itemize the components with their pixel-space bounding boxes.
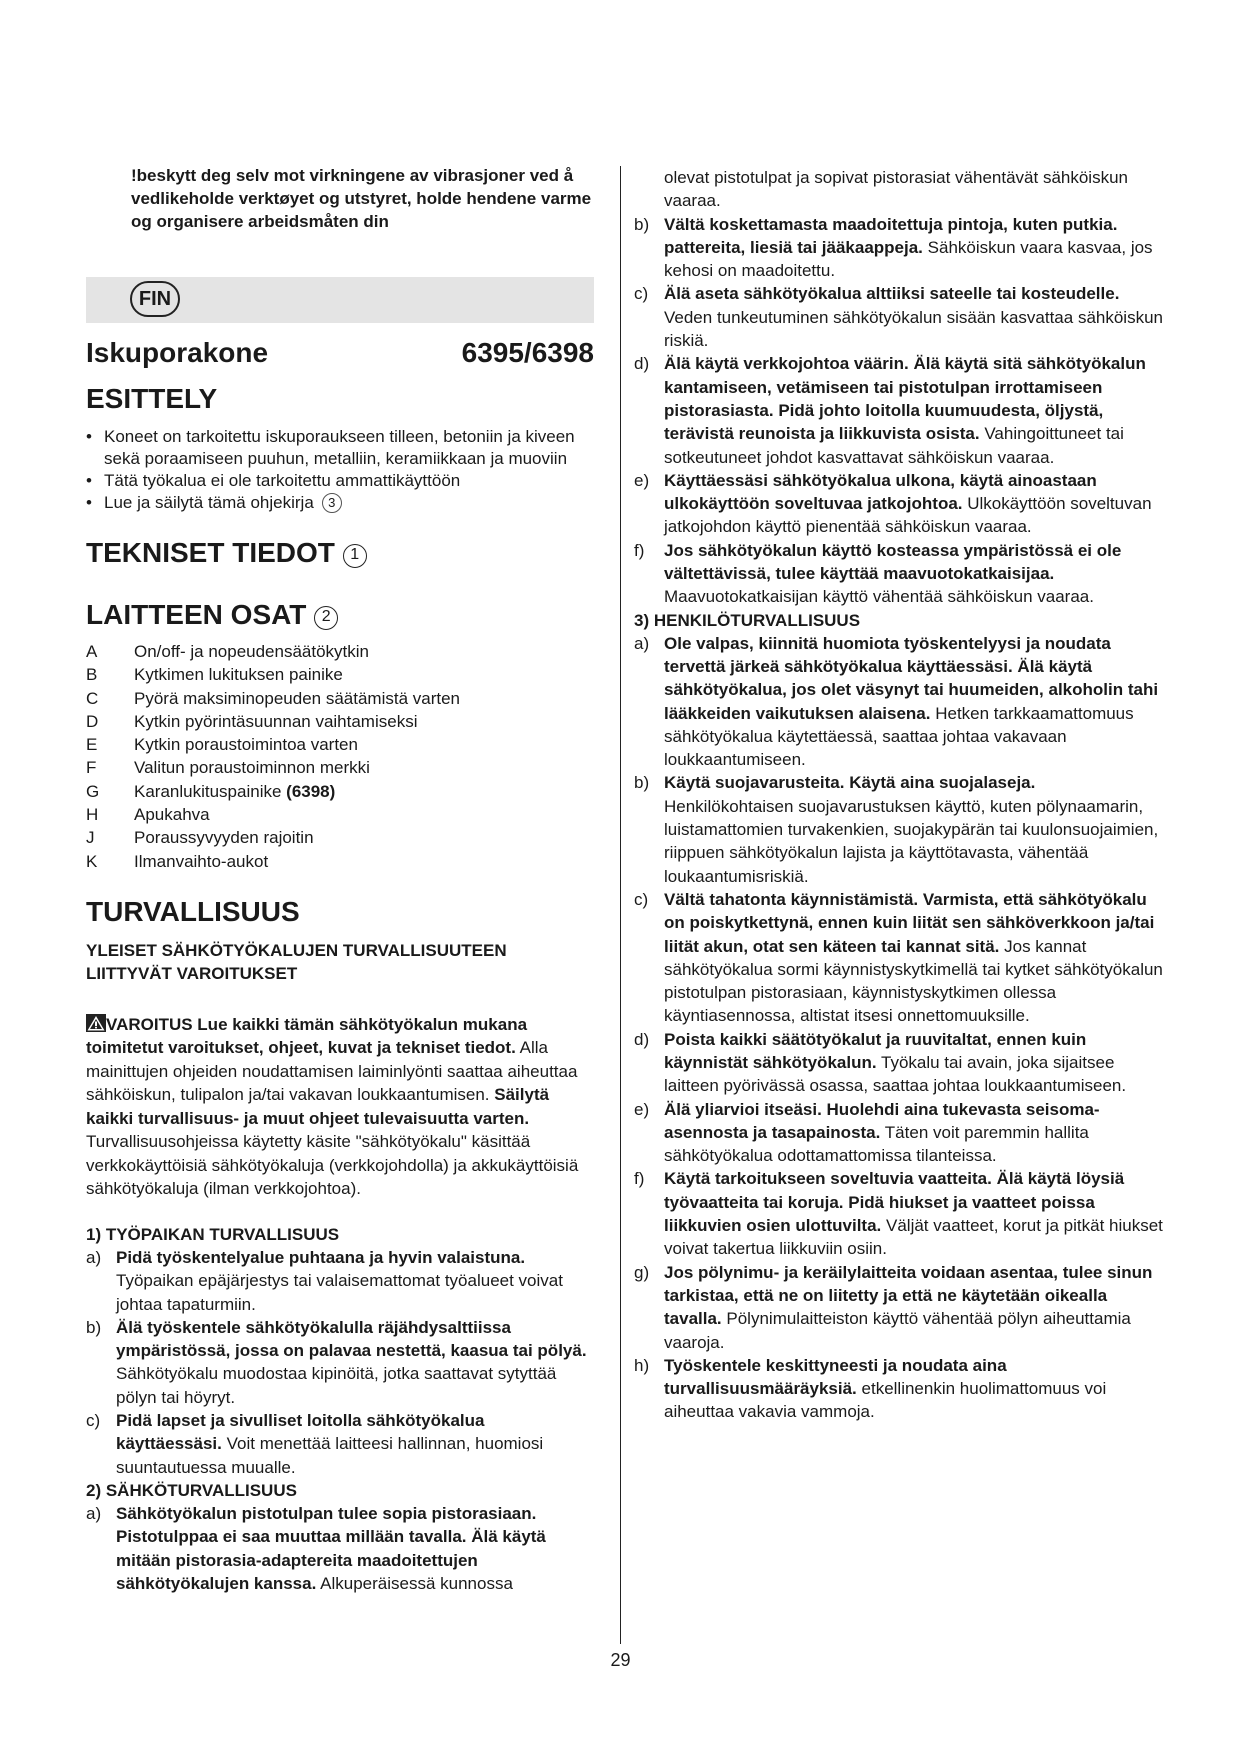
esittely-heading: ESITTELY xyxy=(86,383,218,414)
parts-list xyxy=(86,640,594,873)
section-2-heading: 2) SÄHKÖTURVALLISUUS xyxy=(86,1480,297,1500)
list-item: • Lue ja säilytä tämä ohjekirja 3 xyxy=(86,492,594,514)
safety-item: c) Vältä tahatonta käynnistämistä. Varmista, että sähkötyökalu on poiskytkettynä, ennen kuin liität sen sähköverkkoon ja/tai liität akun, otat sen käteen tai kannat sitä. Jos kannat sähkötyökalua sormi käynnistyskytkimellä tai kytket sähkötyökalun pistotulpan pistorasiaan, käynnistyskytkimen ollessa käyntiasennossa, altistat itsesi onnettomuuksille. xyxy=(634,889,1163,1026)
left-column xyxy=(86,164,594,1595)
esittely-list xyxy=(86,426,594,514)
column-divider xyxy=(620,166,621,1644)
safety-item: f) Käytä tarkoitukseen soveltuvia vaatteita. Älä käytä löysiä työvaatteita tai koruja. Pidä hiukset ja vaatteet poissa liikkuvien osien ulottuvilta. Väljät vaatteet, korut ja pitkät hiukset voivat takertua liikkuviin osiin. xyxy=(634,1169,1163,1259)
list-item: • Tätä työkalua ei ole tarkoitettu ammattikäyttöön xyxy=(86,471,461,490)
safety-item: e) Älä yliarvioi itseäsi. Huolehdi aina tukevasta seisoma-asennosta ja tasapainosta. Täten voit paremmin hallita sähkötyökalua odottamattomissa tilanteissa. xyxy=(634,1099,1100,1166)
safety-item: h) Työskentele keskittyneesti ja noudata aina turvallisuusmääräyksiä. etkellinenkin huolimattomuus voi aiheuttaa vakavia vammoja. xyxy=(634,1355,1107,1422)
safety-item: f) Jos sähkötyökalun käyttö kosteassa ympäristössä ei ole vältettävissä, tulee käyttää maavuotokatkaisijaa. Maavuotokatkaisijan käyttö vähentää sähköiskun vaaraa. xyxy=(634,540,1122,607)
part-row: F Valitun poraustoiminnon merkki xyxy=(86,758,370,778)
safety-item: g) Jos pölynimu- ja keräilylaitteita voidaan asentaa, tulee sinun tarkistaa, että ne on liitetty ja että ne käytetään oikealla tavalla. Pölynimulaitteiston käyttö vähentää pölyn aiheuttamia vaaroja. xyxy=(634,1262,1153,1352)
safety-item: d) Poista kaikki säätötyökalut ja ruuvitaltat, ennen kuin käynnistät sähkötyökalun. Työkalu tai avain, joka sijaitsee laitteen pyörivässä osassa, saattaa johtaa loukkaantumiseen. xyxy=(634,1029,1127,1096)
list-item: • Koneet on tarkoitettu iskuporaukseen tilleen, betoniin ja kiveen sekä poraamiseen puuhun, metalliin, keramiikkaan ja muoviin xyxy=(86,427,575,468)
part-row: B Kytkimen lukituksen painike xyxy=(86,665,343,685)
model-number: 6395/6398 xyxy=(461,337,594,368)
language-badge: FIN xyxy=(130,281,180,317)
part-row: A On/off- ja nopeudensäätökytkin xyxy=(86,642,370,661)
page-number: 29 xyxy=(610,1650,631,1670)
section-1-heading: 1) TYÖPAIKAN TURVALLISUUS xyxy=(86,1224,340,1244)
turvallisuus-heading: TURVALLISUUS xyxy=(86,895,300,927)
part-row: K Ilmanvaihto-aukot xyxy=(86,851,269,871)
part-row: E Kytkin poraustoimintoa varten xyxy=(86,735,358,755)
safety-item: e) Käyttäessäsi sähkötyökalua ulkona, käytä ainoastaan ulkokäyttöön soveltuvaa jatkojohtoa. Ulkokäyttöön soveltuvan jatkojohdon käyttö pienentää sähköiskun vaaraa. xyxy=(634,470,1152,537)
warning-triangle-icon xyxy=(86,1014,106,1032)
part-row: D Kytkin pyörintäsuunnan vaihtamiseksi xyxy=(86,711,418,731)
safety-item-continued: olevat pistotulpat ja sopivat pistorasiat vähentävät sähköiskun vaaraa. xyxy=(664,168,1128,211)
figure-ref-3: 3 xyxy=(322,493,342,513)
right-column xyxy=(634,166,1165,1424)
product-title: Iskuporakone xyxy=(86,337,269,368)
safety-item: d) Älä käytä verkkojohtoa väärin. Älä käytä sitä sähkötyökalun kantamiseen, vetämiseen tai pistotulpan irrottamiseen pistorasiasta. Pidä johto loitolla kuumuudesta, öljystä, terävistä reunoista ja liikkuvista osista. Vahingoittuneet tai sotkeutuneet johdot kasvattavat sähköiskun vaaraa. xyxy=(634,354,1146,467)
osat-heading: LAITTEEN OSAT 2 xyxy=(86,598,594,632)
safety-item: a) Sähkötyökalun pistotulpan tulee sopia pistorasiaan. Pistotulppaa ei saa muuttaa millään tavalla. Älä käytä mitään pistorasia-adaptereita maadoitettujen sähkötyökalujen kanssa. Alkuperäisessä kunnossa xyxy=(86,1503,546,1593)
part-row: C Pyörä maksiminopeuden säätämistä varten xyxy=(86,688,460,708)
section-3-heading: 3) HENKILÖTURVALLISUUS xyxy=(634,610,861,630)
part-row: J Poraussyvyyden rajoitin xyxy=(86,828,314,848)
safety-item: b) Älä työskentele sähkötyökalulla räjähdysalttiissa ympäristössä, jossa on palavaa nestettä, kaasua tai pölyä. Sähkötyökalu muodostaa kipinöitä, jotka saattavat sytyttää pölyn tai höyryt. xyxy=(86,1317,587,1407)
title-row xyxy=(86,336,594,370)
safety-subheading: YLEISET SÄHKÖTYÖKALUJEN TURVALLISUUTEEN LIITTYVÄT VAROITUKSET xyxy=(86,940,507,983)
tekniset-heading: TEKNISET TIEDOT 1 xyxy=(86,536,594,570)
part-row: H Apukahva xyxy=(86,805,210,825)
part-row: G Karanlukituspainike (6398) xyxy=(86,781,336,801)
figure-ref-2: 2 xyxy=(314,606,338,630)
safety-item: a) Pidä työskentelyalue puhtaana ja hyvin valaistuna. Työpaikan epäjärjestys tai valaisemattomat työalueet voivat johtaa tapaturmiin. xyxy=(86,1247,563,1314)
safety-item: c) Älä aseta sähkötyökalua alttiiksi sateelle tai kosteudelle. Veden tunkeutuminen sähkötyökalun sisään kasvattaa sähköiskun riskiä. xyxy=(634,284,1163,351)
figure-ref-1: 1 xyxy=(343,544,367,568)
safety-item: b) Vältä koskettamasta maadoitettuja pintoja, kuten putkia. pattereita, liesiä tai jääkaappeja. Sähköiskun vaara kasvaa, jos kehosi on maadoitettu. xyxy=(634,214,1153,281)
language-bar xyxy=(86,277,594,323)
safety-item: a) Ole valpas, kiinnitä huomiota työskentelyysi ja noudata tervettä järkeä sähkötyökalua käyttäessäsi. Älä käytä sähkötyökalua, jos olet väsynyt tai huumeiden, alkoholin tahi lääkkeiden vaikutuksen alaisena. Hetken tarkkaamattomuus sähkötyökalua käytettäessä, saattaa johtaa vakavaan loukkaantumiseen. xyxy=(634,633,1159,770)
norwegian-intro: !beskytt deg selv mot virkningene av vibrasjoner ved å vedlikeholde verktøyet og utstyret, holde hendene varme og organisere arbeidsmåten din xyxy=(131,166,592,231)
safety-item: b) Käytä suojavarusteita. Käytä aina suojalaseja. Henkilökohtaisen suojavarustuksen käyttö, kuten pölynaamarin, luistamattomien turvakenkien, suojakypärän tai kuulonsuojaimien, riippuen sähkötyökalun lajista ja käyttötavasta, vähentää loukaantumisriskiä. xyxy=(634,773,1159,886)
safety-item: c) Pidä lapset ja sivulliset loitolla sähkötyökalua käyttäessäsi. Voit menettää laitteesi hallinnan, huomiosi suuntautuessa muualle. xyxy=(86,1411,544,1477)
warning-paragraph: VAROITUS Lue kaikki tämän sähkötyökalun mukana toimitetut varoitukset, ohjeet, kuvat ja tekniset tiedot. Alla mainittujen ohjeiden noudattamisen laiminlyönti saattaa aiheuttaa sähköiskun, tulipalon ja/tai vakavan loukkaantumisen. Säilytä kaikki turvallisuus- ja muut ohjeet tulevaisuutta varten. Turvallisuusohjeissa käytetty käsite "sähkötyökalu" käsittää verkkokäyttöisiä sähkötyökaluja (verkkojohdolla) ja akkukäyttöisiä sähkötyökaluja (ilman verkkojohtoa). xyxy=(86,1014,579,1199)
